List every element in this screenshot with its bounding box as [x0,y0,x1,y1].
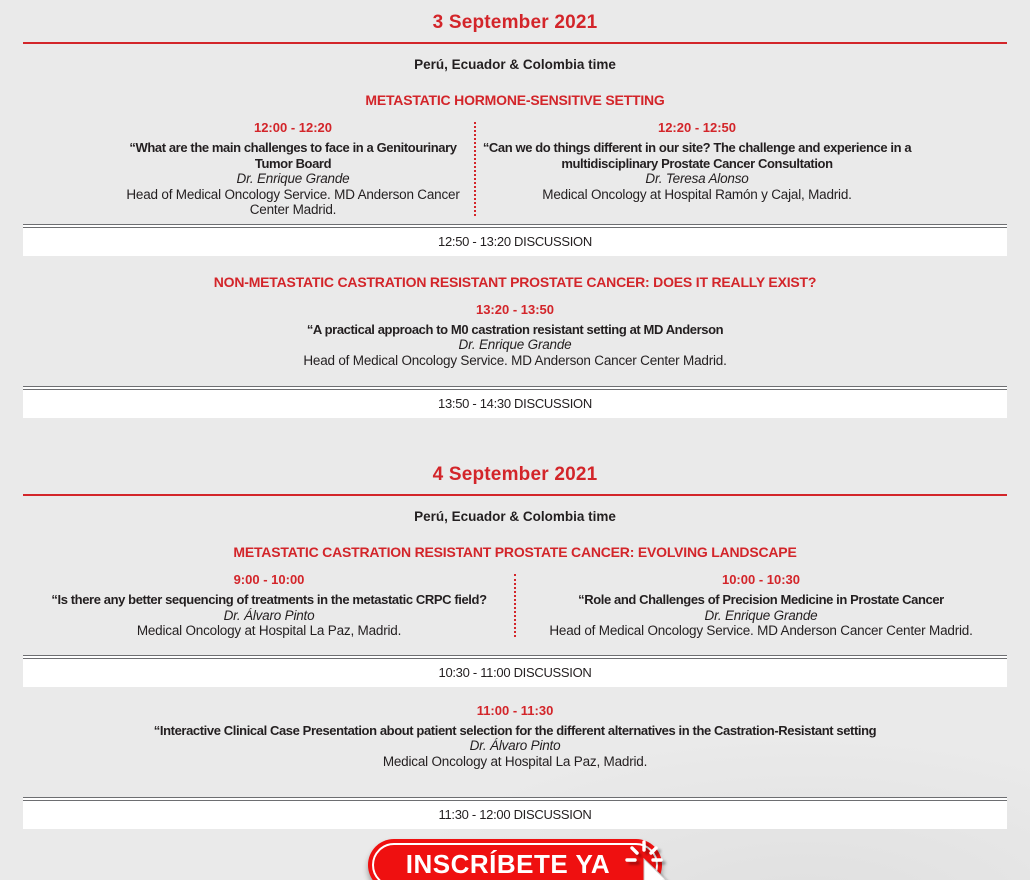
day-section-3-september [23,12,1007,418]
session-affiliation: Medical Oncology at Hospital La Paz, Madrid. [382,753,648,769]
session-time: 12:20 - 12:50 [657,120,737,135]
discussion-bar: 10:30 - 11:00 DISCUSSION [23,655,1007,687]
day-1-section-heading-nmcrpc: NON-METASTATIC CASTRATION RESISTANT PROSTATE CANCER: DOES IT REALLY EXIST? [213,273,817,290]
session-affiliation: Medical Oncology at Hospital Ramón y Cajal, Madrid. [542,186,852,202]
session-card [113,120,473,218]
session-speaker: Dr. Enrique Grande [704,607,818,623]
discussion-bar: 13:50 - 14:30 DISCUSSION [23,386,1007,418]
session-speaker: Dr. Álvaro Pinto [223,607,315,623]
session-title: “A practical approach to M0 castration resistant setting at MD Anderson [306,321,724,337]
dotted-column-divider [474,122,476,216]
session-affiliation: Medical Oncology at Hospital La Paz, Madrid. [136,623,402,638]
session-speaker: Dr. Teresa Alonso [645,171,749,186]
session-title: “Interactive Clinical Case Presentation about patient selection for the different alternatives in the Castration-Resistant setting [153,722,877,738]
session-title: “Role and Challenges of Precision Medicine in Prostate Cancer [578,592,944,607]
session-affiliation: Head of Medical Oncology Service. MD Anderson Cancer Center Madrid. [303,352,727,368]
session-card [23,302,1007,369]
day-2-section-heading-mcrpc: METASTATIC CASTRATION RESISTANT PROSTATE CANCER: EVOLVING LANDSCAPE [233,544,797,560]
day-2-timezone: Perú, Ecuador & Colombia time [414,509,616,524]
session-affiliation: Head of Medical Oncology Service. MD Anderson Cancer Center Madrid. [126,186,460,217]
session-speaker: Dr. Enrique Grande [458,337,572,352]
session-time: 10:00 - 10:30 [721,572,801,587]
red-divider-rule [23,42,1007,44]
discussion-bar: 11:30 - 12:00 DISCUSSION [23,797,1007,829]
day-2-date-heading: 4 September 2021 [432,464,598,485]
red-divider-rule [23,494,1007,496]
session-affiliation: Head of Medical Oncology Service. MD Anderson Cancer Center Madrid. [549,623,973,638]
session-time: 11:00 - 11:30 [476,702,554,718]
session-title: “Is there any better sequencing of treatments in the metastatic CRPC field? [51,592,487,607]
session-card [25,572,513,639]
register-button[interactable]: INSCRÍBETE YA [368,839,662,880]
session-card [477,120,917,218]
session-speaker: Dr. Enrique Grande [236,171,350,186]
discussion-bar: 12:50 - 13:20 DISCUSSION [23,224,1007,256]
register-button-wrap [368,839,662,880]
session-speaker: Dr. Álvaro Pinto [469,738,561,753]
day-1-timezone: Perú, Ecuador & Colombia time [414,57,616,72]
day-1-section-heading-mhs: METASTATIC HORMONE-SENSITIVE SETTING [365,92,665,108]
session-time: 12:00 - 12:20 [253,120,333,135]
day-1-date-heading: 3 September 2021 [432,12,598,33]
day-section-4-september [23,464,1007,829]
session-time: 13:20 - 13:50 [475,301,555,317]
day-2-session-columns [23,572,1007,639]
session-title: “What are the main challenges to face in a Genitourinary Tumor Board [129,140,457,171]
dotted-column-divider [514,574,516,637]
session-title: “Can we do things different in our site? The challenge and experience in a multidisciplinary Prostate Cancer Consultation [482,140,912,171]
day-1-session-columns [23,120,1007,218]
session-card [517,572,1005,639]
session-card [23,703,1007,770]
session-time: 9:00 - 10:00 [233,572,305,587]
